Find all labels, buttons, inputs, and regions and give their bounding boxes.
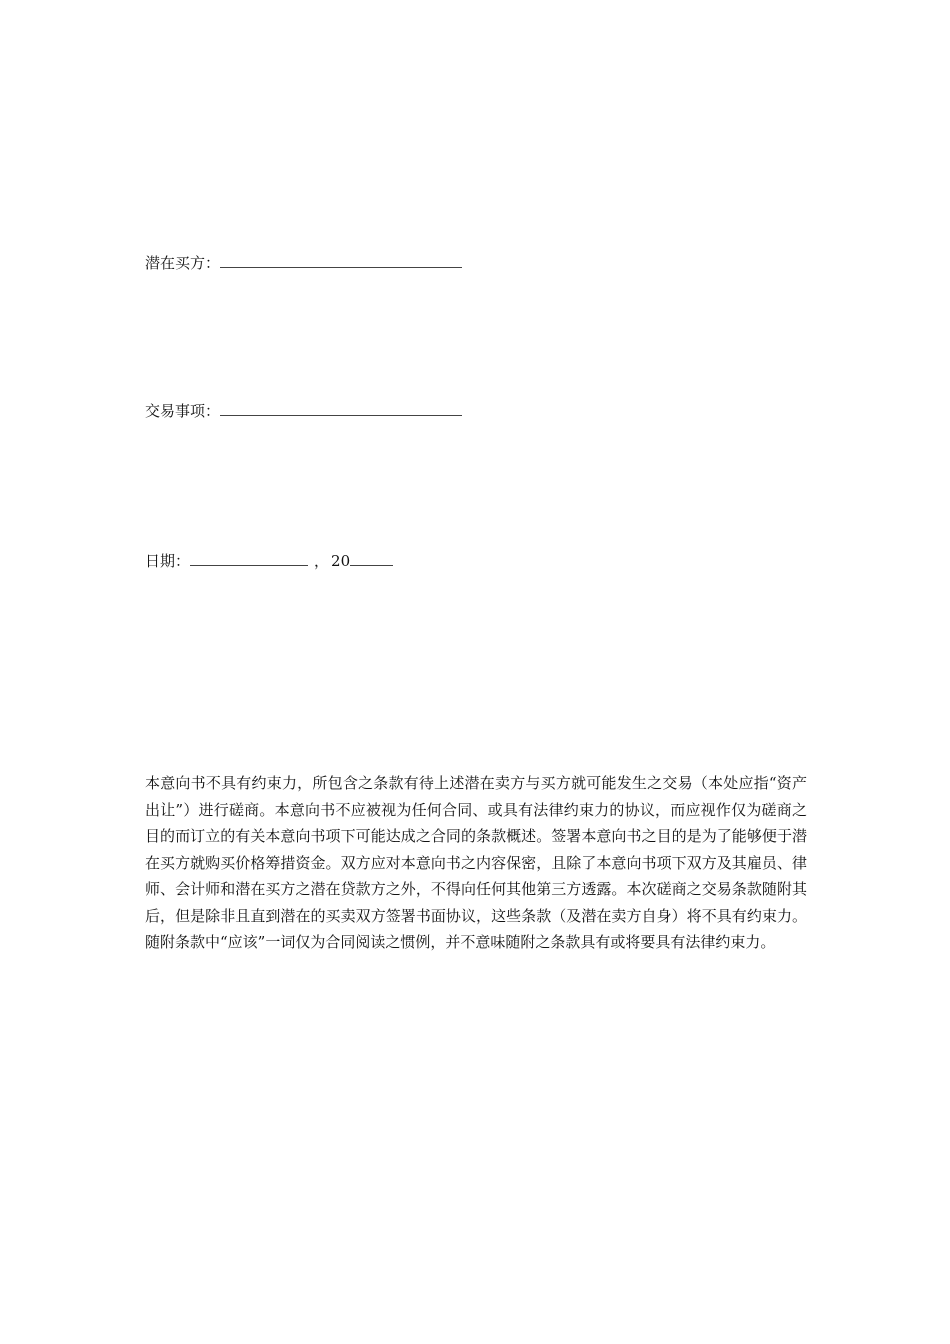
transaction-item-field (145, 401, 462, 421)
potential-buyer-label: 潜在买方： (145, 254, 221, 272)
disclaimer-section (145, 770, 807, 956)
potential-buyer-field (145, 253, 462, 273)
date-separator: ， (314, 552, 330, 570)
year-prefix: 20 (331, 552, 351, 570)
potential-buyer-blank[interactable] (220, 253, 462, 268)
date-blank[interactable] (190, 551, 308, 566)
date-label: 日期： (145, 552, 191, 570)
year-blank[interactable] (350, 551, 393, 566)
transaction-item-label: 交易事项： (145, 402, 221, 420)
transaction-item-blank[interactable] (220, 401, 462, 416)
date-field (145, 551, 393, 571)
disclaimer-paragraph: 本意向书不具有约束力，所包含之条款有待上述潜在卖方与买方就可能发生之交易（本处应指“资产出让”）进行磋商。本意向书不应被视为任何合同、或具有法律约束力的协议，而应视作仅为磋商之目的而订立的有关本意向书项下可能达成之合同的条款概述。签署本意向书之目的是为了能够便于潜在买方就购买价格筹措资金。双方应对本意向书之内容保密，且除了本意向书项下双方及其雇员、律师、会计师和潜在买方之潜在贷款方之外，不得向任何其他第三方透露。本次磋商之交易条款随附其后，但是除非且直到潜在的买卖双方签署书面协议，这些条款（及潜在卖方自身）将不具有约束力。随附条款中“应该”一词仅为合同阅读之惯例，并不意味随附之条款具有或将要具有法律约束力。 (145, 774, 807, 951)
